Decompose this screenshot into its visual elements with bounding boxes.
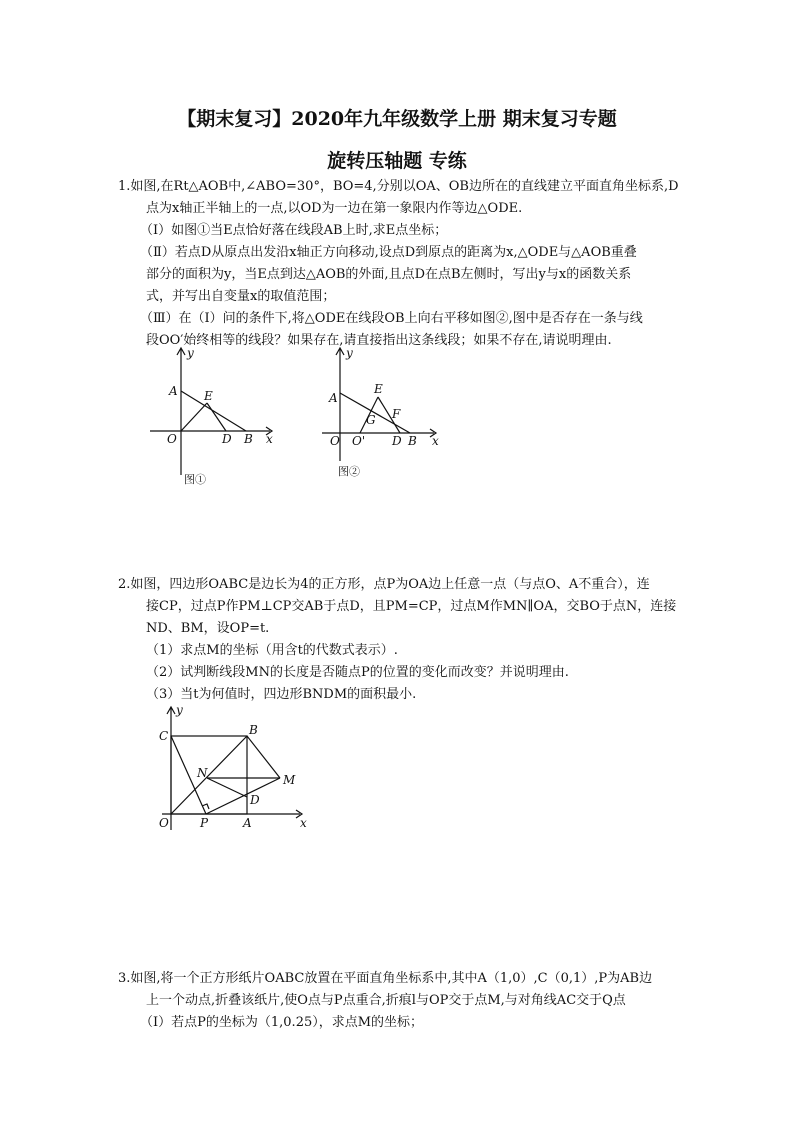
label-y: y <box>187 346 194 360</box>
label-b: B <box>408 434 417 448</box>
q1-line: 段OO′始终相等的线段？如果存在,请直接指出这条线段；如果不存在,请说明理由. <box>146 333 612 348</box>
label-y: y <box>176 703 183 717</box>
figure-caption: 图① <box>184 473 206 486</box>
label-a: A <box>243 816 252 830</box>
q1-part1: （Ⅰ）如图①当E点恰好落在线段AB上时,求E点坐标； <box>140 223 448 238</box>
label-m: M <box>283 773 296 787</box>
q1-line: 式，并写出自变量x的取值范围； <box>146 289 336 304</box>
q2-part1: （1）求点M的坐标（用含t的代数式表示）. <box>146 643 398 658</box>
label-g: G <box>366 413 376 427</box>
label-b: B <box>244 432 253 446</box>
q2-line: ND、BM，设OP=t. <box>146 621 270 636</box>
q1-part2: （Ⅱ）若点D从原点出发沿x轴正方向移动,设点D到原点的距离为x,△ODE与△AOB重叠 <box>140 245 637 260</box>
label-x: x <box>300 816 307 830</box>
label-x: x <box>432 434 439 448</box>
q2-part3: （3）当t为何值时，四边形BNDM的面积最小. <box>146 687 417 702</box>
label-d: D <box>250 793 260 807</box>
label-b: B <box>249 723 258 737</box>
label-a: A <box>329 391 338 405</box>
q3-line: 3.如图,将一个正方形纸片OABC放置在平面直角坐标系中,其中A（1,0）,C（0,1）,P为AB边 <box>118 971 653 986</box>
label-d: D <box>222 432 232 446</box>
q1-line: 部分的面积为y，当E点到达△AOB的外面,且点D在点B左侧时，写出y与x的函数关系 <box>146 267 632 282</box>
page-subtitle: 旋转压轴题 专练 <box>327 150 467 172</box>
figure-caption: 图② <box>338 465 360 478</box>
q1-part3: （Ⅲ）在（Ⅰ）问的条件下,将△ODE在线段OB上向右平移如图②,图中是否存在一条与线 <box>140 311 643 326</box>
q2-line: 2.如图，四边形OABC是边长为4的正方形，点P为OA边上任意一点（与点O、A不重合），连 <box>118 577 650 592</box>
label-y: y <box>346 346 353 360</box>
q3-line: 上一个动点,折叠该纸片,使O点与P点重合,折痕l与OP交于点M,与对角线AC交于Q点 <box>146 993 626 1008</box>
q2-line: 接CP，过点P作PM⊥CP交AB于点D，且PM=CP，过点M作MN∥OA，交BO于点N，连接 <box>146 599 677 614</box>
q1-figure-1 <box>140 345 300 495</box>
q1-line: 1.如图,在Rt△AOB中,∠ABO=30°，BO=4,分别以OA、OB边所在的直线建立平面直角坐标系,D <box>118 179 679 194</box>
label-p: P <box>200 816 209 830</box>
label-e: E <box>374 382 383 396</box>
page-title: 【期末复习】2020年九年级数学上册 期末复习专题 <box>177 108 617 130</box>
label-o: O <box>167 432 177 446</box>
label-o-prime: O' <box>352 434 366 448</box>
label-f: F <box>392 407 401 421</box>
label-o: O <box>159 816 169 830</box>
label-n: N <box>197 766 208 780</box>
q2-part2: （2）试判断线段MN的长度是否随点P的位置的变化而改变？并说明理由. <box>146 665 569 680</box>
label-e: E <box>204 389 213 403</box>
q1-line: 点为x轴正半轴上的一点,以OD为一边在第一象限内作等边△ODE. <box>146 201 523 216</box>
q1-figure-2 <box>318 345 443 485</box>
label-c: C <box>159 729 169 743</box>
q3-part1: （Ⅰ）若点P的坐标为（1,0.25），求点M的坐标； <box>140 1015 424 1030</box>
q2-figure <box>150 702 315 837</box>
label-o: O <box>330 434 340 448</box>
label-x: x <box>266 432 273 446</box>
label-a: A <box>169 384 178 398</box>
label-d: D <box>392 434 402 448</box>
